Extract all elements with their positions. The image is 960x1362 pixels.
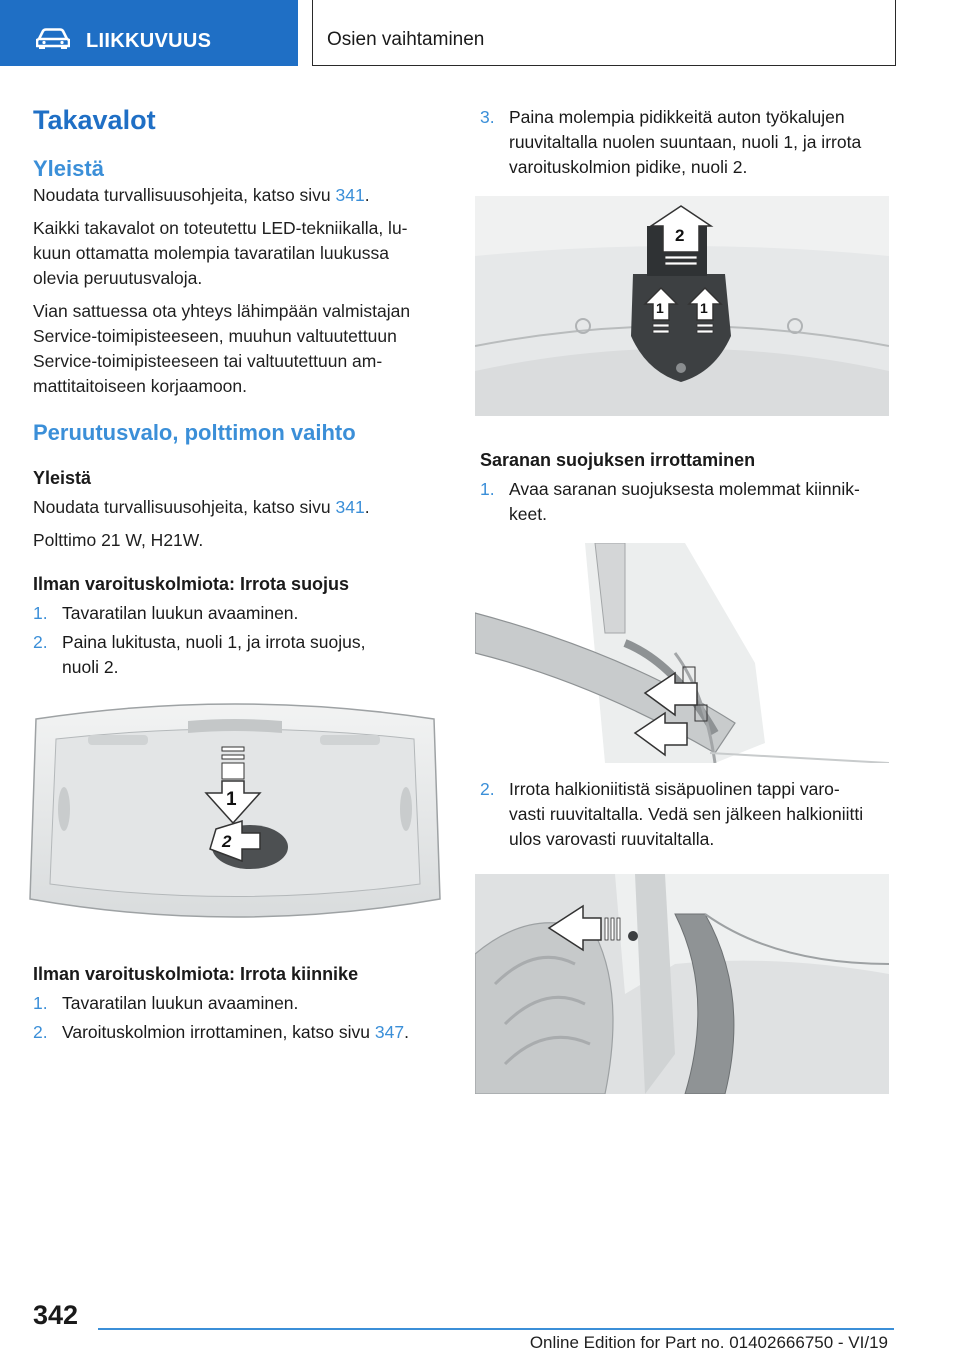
hinge-cover-steps-2: [480, 777, 892, 852]
general-heading: Yleistä: [33, 156, 104, 181]
list-item: 2. Varoituskolmion irrottaminen, katso sivu 347.: [33, 1022, 409, 1042]
footer-divider: [98, 1328, 894, 1330]
hinge-cover-heading: Saranan suojuksen irrottaminen: [480, 450, 756, 470]
continued-steps: [480, 105, 892, 180]
list-item: 1. Tavaratilan luukun avaaminen.: [33, 603, 299, 623]
right-column: [480, 105, 892, 1094]
hinge-clip-figure: [475, 543, 889, 763]
arrow-label-2: 2: [675, 226, 685, 245]
page-title: Takavalot: [33, 105, 156, 135]
hinge-cover-steps: [480, 477, 892, 527]
split-rivet-illustration: [475, 874, 889, 1094]
remove-cover-heading: Ilman varoituskolmiota: Irrota suojus: [33, 574, 350, 594]
left-column: [33, 100, 445, 1045]
general-subheading: Yleistä: [33, 468, 92, 488]
list-item: 1. Tavaratilan luukun avaaminen.: [33, 993, 299, 1013]
arrow-label-1b: 1: [700, 300, 708, 316]
section-header: [312, 0, 896, 66]
safety-paragraph: Noudata turvallisuusohjeita, katso sivu 341.: [33, 185, 370, 205]
led-paragraph: Kaikki takavalot on toteutettu LED-tekniikalla, lu- kuun ottamatta molempia tavaratilan luukussa olevia peruutusvaloja.: [33, 218, 408, 288]
list-item: 2. Irrota halkioniitistä sisäpuolinen tappi varo- vasti ruuvitaltalla. Vedä sen jälkeen halkioniitti ulos varovasti ruuvitaltalla.: [480, 779, 864, 849]
hinge-clip-illustration: [475, 543, 889, 763]
trunk-lid-figure: [28, 699, 442, 929]
service-paragraph: Vian sattuessa ota yhteys lähimpään valmistajan Service-toimipisteeseen, muuhun valtuutettuun Service-toimipisteeseen tai valtuutettuun am- mattitaitoiseen korjaamoon.: [33, 301, 411, 396]
safety-paragraph-2: Noudata turvallisuusohjeita, katso sivu 341.: [33, 497, 370, 517]
list-item: 1. Avaa saranan suojuksesta molemmat kiinnik- keet.: [480, 479, 860, 524]
bulb-spec: Polttimo 21 W, H21W.: [33, 530, 204, 550]
list-item: 3. Paina molempia pidikkeitä auton työkalujen ruuvitaltalla nuolen suuntaan, nuoli 1, ja irrota varoituskolmion pidike, nuoli 2.: [480, 107, 862, 177]
page-link-341[interactable]: 341: [335, 185, 365, 205]
split-rivet-figure: [475, 874, 889, 1094]
page-link-347[interactable]: 347: [374, 1022, 405, 1042]
page-number: 342: [33, 1300, 79, 1330]
edition-note: Online Edition for Part no. 01402666750 - VI/19: [529, 1333, 888, 1352]
remove-cover-steps: [33, 601, 445, 680]
chapter-tab[interactable]: [0, 0, 298, 66]
reverse-light-heading: Peruutusvalo, polttimon vaihto: [33, 420, 356, 445]
arrow-label-1: 1: [226, 789, 237, 810]
chapter-label: LIIKKUVUUS: [86, 30, 212, 52]
car-icon: [36, 28, 70, 50]
arrow-label-1a: 1: [656, 300, 664, 316]
trunk-lid-illustration: [28, 699, 442, 929]
section-title: Osien vaihtaminen: [327, 29, 485, 50]
page-link-341-b[interactable]: 341: [335, 497, 365, 517]
arrow-label-2: 2: [222, 832, 232, 851]
remove-bracket-heading: Ilman varoituskolmiota: Irrota kiinnike: [33, 964, 359, 984]
triangle-holder-figure: [475, 196, 889, 416]
list-item: 2. Paina lukitusta, nuoli 1, ja irrota suojus, nuoli 2.: [33, 632, 366, 677]
remove-bracket-steps: [33, 991, 445, 1045]
